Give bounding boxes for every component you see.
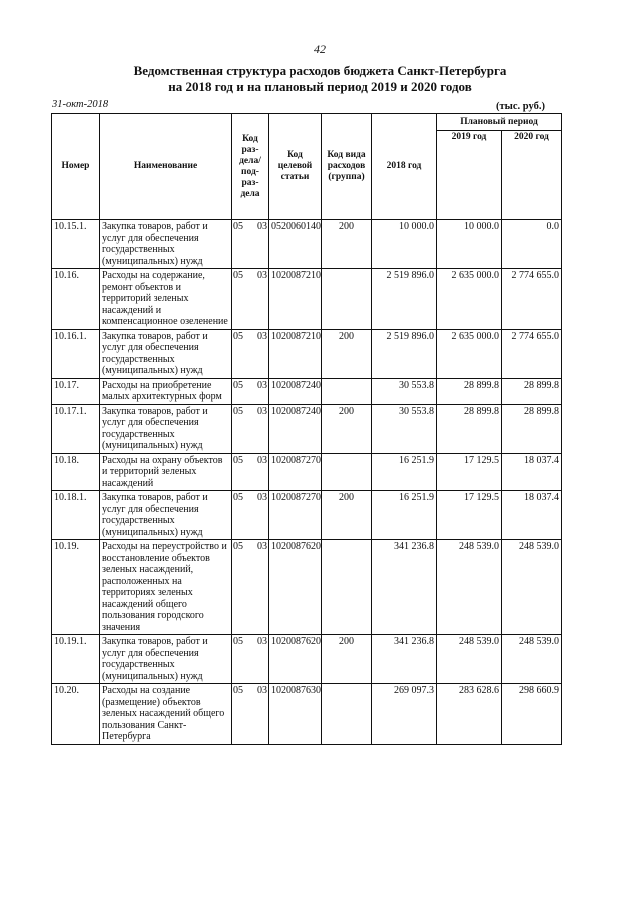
row-name: Расходы на содержание, ремонт объектов и территорий зеленых насаждений и компенсационное озеленение — [100, 269, 232, 330]
row-number: 10.16.1. — [52, 329, 100, 378]
row-2018: 16 251.9 — [372, 453, 437, 491]
section-code: 05 — [233, 221, 243, 232]
header-plan-period: Плановый период — [437, 114, 562, 131]
row-2018: 2 519 896.0 — [372, 269, 437, 330]
units-label: (тыс. руб.) — [496, 101, 545, 112]
row-2019: 283 628.6 — [437, 684, 502, 745]
row-number: 10.18. — [52, 453, 100, 491]
row-section-code — [232, 684, 269, 745]
row-2020: 18 037.4 — [502, 491, 562, 540]
row-target-code: 1020087620 — [269, 635, 322, 684]
row-section-code — [232, 491, 269, 540]
header-2018: 2018 год — [372, 114, 437, 220]
row-target-code: 1020087210 — [269, 269, 322, 330]
section-code: 05 — [233, 330, 243, 342]
table-row — [52, 404, 562, 453]
table-row — [52, 378, 562, 404]
row-section-code — [232, 378, 269, 404]
subsection-code: 03 — [257, 492, 267, 503]
row-2020: 298 660.9 — [502, 684, 562, 745]
table-row — [52, 220, 562, 269]
row-2018: 269 097.3 — [372, 684, 437, 745]
document-date: 31-окт-2018 — [52, 99, 109, 110]
subsection-code: 03 — [257, 379, 267, 391]
row-target-code: 0520060140 — [269, 220, 322, 269]
section-code: 05 — [233, 405, 243, 417]
section-code: 05 — [233, 270, 243, 281]
row-expense-type: 200 — [322, 329, 372, 378]
row-expense-type — [322, 269, 372, 330]
section-code: 05 — [233, 379, 243, 391]
row-expense-type: 200 — [322, 404, 372, 453]
row-target-code: 1020087240 — [269, 404, 322, 453]
table-row — [52, 684, 562, 745]
row-section-code — [232, 540, 269, 635]
subsection-code: 03 — [257, 221, 267, 232]
header-number: Номер — [52, 114, 100, 220]
row-2020: 28 899.8 — [502, 378, 562, 404]
header-section: Код раз-дела/ под-раз-дела — [232, 114, 269, 220]
row-number: 10.19.1. — [52, 635, 100, 684]
row-name: Расходы на приобретение малых архитектурных форм — [100, 378, 232, 404]
row-section-code — [232, 220, 269, 269]
row-2018: 16 251.9 — [372, 491, 437, 540]
row-expense-type: 200 — [322, 635, 372, 684]
row-expense-type — [322, 684, 372, 745]
table-row — [52, 540, 562, 635]
table-row — [52, 329, 562, 378]
header-2020: 2020 год — [502, 131, 562, 220]
row-2018: 2 519 896.0 — [372, 329, 437, 378]
row-2020: 248 539.0 — [502, 635, 562, 684]
row-name: Закупка товаров, работ и услуг для обеспечения государственных (муниципальных) нужд — [100, 491, 232, 540]
row-target-code: 1020087620 — [269, 540, 322, 635]
subsection-code: 03 — [257, 636, 267, 647]
row-name: Расходы на переустройство и восстановление объектов зеленых насаждений, расположенных на территориях зеленых насаждений общего пользования городского значения — [100, 540, 232, 635]
row-name: Закупка товаров, работ и услуг для обеспечения государственных (муниципальных) нужд — [100, 404, 232, 453]
row-2020: 2 774 655.0 — [502, 329, 562, 378]
row-name: Закупка товаров, работ и услуг для обеспечения государственных (муниципальных) нужд — [100, 329, 232, 378]
document-title — [0, 63, 640, 95]
row-target-code: 1020087210 — [269, 329, 322, 378]
row-number: 10.16. — [52, 269, 100, 330]
row-2020: 18 037.4 — [502, 453, 562, 491]
row-name: Закупка товаров, работ и услуг для обеспечения государственных (муниципальных) нужд — [100, 635, 232, 684]
header-target: Код целевой статьи — [269, 114, 322, 220]
header-2019: 2019 год — [437, 131, 502, 220]
title-line-2: на 2018 год и на плановый период 2019 и 2020 годов — [168, 79, 472, 94]
table-row — [52, 269, 562, 330]
row-2018: 30 553.8 — [372, 404, 437, 453]
row-2020: 28 899.8 — [502, 404, 562, 453]
section-code: 05 — [233, 541, 243, 552]
row-name: Расходы на охрану объектов и территорий зеленых насаждений — [100, 453, 232, 491]
row-number: 10.17.1. — [52, 404, 100, 453]
row-2018: 30 553.8 — [372, 378, 437, 404]
table-row — [52, 635, 562, 684]
row-2019: 17 129.5 — [437, 491, 502, 540]
row-number: 10.17. — [52, 378, 100, 404]
row-target-code: 1020087270 — [269, 491, 322, 540]
row-2019: 17 129.5 — [437, 453, 502, 491]
row-expense-type: 200 — [322, 220, 372, 269]
subsection-code: 03 — [257, 685, 267, 696]
row-2019: 248 539.0 — [437, 540, 502, 635]
budget-table — [51, 113, 562, 745]
row-number: 10.18.1. — [52, 491, 100, 540]
row-expense-type — [322, 540, 372, 635]
subsection-code: 03 — [257, 330, 267, 342]
row-expense-type: 200 — [322, 491, 372, 540]
row-target-code: 1020087240 — [269, 378, 322, 404]
row-name: Расходы на создание (размещение) объектов зеленых насаждений общего пользования Санкт-Петербурга — [100, 684, 232, 745]
row-2019: 2 635 000.0 — [437, 269, 502, 330]
row-expense-type — [322, 453, 372, 491]
section-code: 05 — [233, 492, 243, 503]
row-2018: 10 000.0 — [372, 220, 437, 269]
table-row — [52, 453, 562, 491]
row-number: 10.15.1. — [52, 220, 100, 269]
row-2019: 2 635 000.0 — [437, 329, 502, 378]
section-code: 05 — [233, 636, 243, 647]
subsection-code: 03 — [257, 270, 267, 281]
header-expense-type: Код вида расходов (группа) — [322, 114, 372, 220]
row-section-code — [232, 329, 269, 378]
row-section-code — [232, 635, 269, 684]
row-2018: 341 236.8 — [372, 635, 437, 684]
row-2018: 341 236.8 — [372, 540, 437, 635]
row-number: 10.19. — [52, 540, 100, 635]
section-code: 05 — [233, 454, 243, 466]
row-section-code — [232, 404, 269, 453]
header-name: Наименование — [100, 114, 232, 220]
row-2019: 10 000.0 — [437, 220, 502, 269]
row-section-code — [232, 453, 269, 491]
page-number: 42 — [314, 42, 326, 56]
row-target-code: 1020087630 — [269, 684, 322, 745]
table-header — [52, 114, 562, 220]
row-2019: 28 899.8 — [437, 404, 502, 453]
row-number: 10.20. — [52, 684, 100, 745]
row-2020: 0.0 — [502, 220, 562, 269]
row-2019: 28 899.8 — [437, 378, 502, 404]
row-target-code: 1020087270 — [269, 453, 322, 491]
subsection-code: 03 — [257, 405, 267, 417]
row-section-code — [232, 269, 269, 330]
title-line-1: Ведомственная структура расходов бюджета Санкт-Петербурга — [133, 63, 507, 78]
row-2020: 2 774 655.0 — [502, 269, 562, 330]
table-row — [52, 491, 562, 540]
subsection-code: 03 — [257, 454, 267, 466]
table-body — [52, 220, 562, 745]
section-code: 05 — [233, 685, 243, 696]
row-name: Закупка товаров, работ и услуг для обеспечения государственных (муниципальных) нужд — [100, 220, 232, 269]
subsection-code: 03 — [257, 541, 267, 552]
row-2019: 248 539.0 — [437, 635, 502, 684]
row-2020: 248 539.0 — [502, 540, 562, 635]
row-expense-type — [322, 378, 372, 404]
